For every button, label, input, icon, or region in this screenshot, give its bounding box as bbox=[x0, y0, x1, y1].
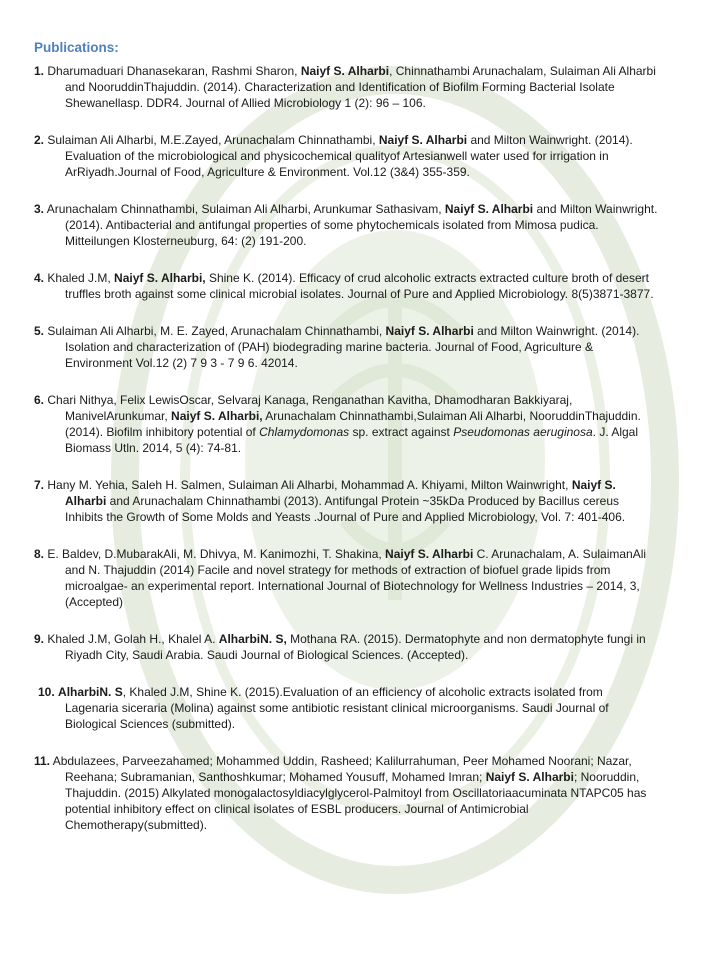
publication-number: 4. bbox=[34, 271, 45, 285]
publication-number: 5. bbox=[34, 324, 45, 338]
publication-number: 8. bbox=[34, 547, 45, 561]
highlighted-author: Naiyf S. Alharbi bbox=[65, 478, 616, 508]
publication-item-8: 8. E. Baldev, D.MubarakAli, M. Dhivya, M. Kanimozhi, T. Shakina, Naiyf S. Alharbi C. Arunachalam, A. SulaimanAli and N. Thajuddin (2014) Facile and novel strategy for methods of extraction of biofuel grade lipids from microalgae- an experimental report. International Journal of Biotechnology for Wellness Industries – 2014, 3, (Accepted) bbox=[34, 547, 647, 609]
highlighted-author: AlharbiN. S, bbox=[218, 632, 287, 646]
highlighted-author: Naiyf S. Alharbi bbox=[385, 324, 474, 338]
highlighted-author: Naiyf S. Alharbi bbox=[378, 133, 468, 147]
highlighted-author: Naiyf S. Alharbi, bbox=[171, 409, 263, 423]
publication-number: 6. bbox=[34, 393, 45, 407]
publication-number: 11. bbox=[34, 754, 51, 768]
publication-item-11: 11. Abdulazees, Parveezahamed; Mohammed Uddin, Rasheed; Kalilurrahuman, Peer Mohamed Noorani; Nazar, Reehana; Subramanian, Santhoshkumar; Mohamed Yousuff, Mohamed Imran; Naiyf S. Alharbi; Nooruddin, Thajuddin. (2015) Alkylated monogalactosyldiacylglycerol-Palmitoyl from Oscillatoriaacuminata NTAPC05 has potential inhibitory effect on clinical isolates of ESBL producers. Journal of Antimicrobial Chemotherapy(submitted). bbox=[34, 754, 647, 832]
publication-item-7: 7. Hany M. Yehia, Saleh H. Salmen, Sulaiman Ali Alharbi, Mohammad A. Khiyami, Milton Wainwright, Naiyf S. Alharbi and Arunachalam Chinnathambi (2013). Antifungal Protein ~35kDa Produced by Bacillus cereus Inhibits the Growth of Some Molds and Yeasts .Journal of Pure and Applied Microbiology, Vol. 7: 401-406. bbox=[34, 478, 626, 524]
publication-item-6: 6. Chari Nithya, Felix LewisOscar, Selvaraj Kanaga, Renganathan Kavitha, Dhamodharan Bakkiyaraj, ManivelArunkumar, Naiyf S. Alharbi, Arunachalam Chinnathambi,Sulaiman Ali Alharbi, NooruddinThajuddin. (2014). Biofilm inhibitory potential of Chlamydomonas sp. extract against Pseudomonas aeruginosa. J. Algal Biomass Utln. 2014, 5 (4): 74-81. bbox=[34, 393, 641, 455]
publication-item-10: 10. AlharbiN. S, Khaled J.M, Shine K. (2015).Evaluation of an efficiency of alcoholic extracts isolated from Lagenaria siceraria (Molina) against some antibiotic resistant clinical microorganisms. Saudi Journal of Biological Sciences (submitted). bbox=[38, 685, 609, 731]
publication-number: 2. bbox=[34, 133, 45, 147]
publication-number: 9. bbox=[34, 632, 45, 646]
species-name: Chlamydomonas bbox=[259, 425, 350, 439]
publication-item-1: 1. Dharumaduari Dhanasekaran, Rashmi Sharon, Naiyf S. Alharbi, Chinnathambi Arunachalam, Sulaiman Ali Alharbi and NooruddinThajuddin. (2014). Characterization and Identification of Biofilm Forming Bacterial Isolate Shewanellasp. DDR4. Journal of Allied Microbiology 1 (2): 96 – 106. bbox=[34, 64, 656, 110]
publication-item-5: 5. Sulaiman Ali Alharbi, M. E. Zayed, Arunachalam Chinnathambi, Naiyf S. Alharbi and Milton Wainwright. (2014). Isolation and characterization of (PAH) biodegrading marine bacteria. Journal of Food, Agriculture & Environment Vol.12 (2) 7 9 3 - 7 9 6. 42014. bbox=[34, 324, 640, 370]
highlighted-author: Naiyf S. Alharbi, bbox=[114, 271, 206, 285]
highlighted-author: Naiyf S. Alharbi bbox=[444, 202, 534, 216]
highlighted-author: Naiyf S. Alharbi bbox=[300, 64, 390, 78]
highlighted-author: Naiyf S. Alharbi bbox=[485, 770, 574, 784]
publication-number: 3. bbox=[34, 202, 45, 216]
highlighted-author: Naiyf S. Alharbi bbox=[385, 547, 474, 561]
publication-number: 10. bbox=[38, 685, 55, 699]
publication-number: 1. bbox=[34, 64, 45, 78]
species-name: Pseudomonas aeruginosa bbox=[453, 425, 593, 439]
publication-item-9: 9. Khaled J.M, Golah H., Khalel A. AlharbiN. S, Mothana RA. (2015). Dermatophyte and non dermatophyte fungi in Riyadh City, Saudi Arabia. Saudi Journal of Biological Sciences. (Accepted). bbox=[34, 632, 646, 662]
publication-number: 7. bbox=[34, 478, 45, 492]
publication-item-3: 3. Arunachalam Chinnathambi, Sulaiman Ali Alharbi, Arunkumar Sathasivam, Naiyf S. Alharbi and Milton Wainwright. (2014). Antibacterial and antifungal properties of some phytochemicals isolated from Mimosa pudica. Mitteilungen Klosterneuburg, 64: (2) 191-200. bbox=[34, 202, 658, 248]
publication-item-2: 2. Sulaiman Ali Alharbi, M.E.Zayed, Arunachalam Chinnathambi, Naiyf S. Alharbi and Milton Wainwright. (2014). Evaluation of the microbiological and physicochemical qualityof Artesianwell water used for irrigation in ArRiyadh.Journal of Food, Agriculture & Environment. Vol.12 (3&4) 355-359. bbox=[34, 133, 633, 179]
highlighted-author: AlharbiN. S bbox=[58, 685, 123, 699]
publications-heading: Publications: bbox=[34, 40, 119, 55]
publication-item-4: 4. Khaled J.M, Naiyf S. Alharbi, Shine K. (2014). Efficacy of crud alcoholic extracts extracted culture broth of desert truffles broth against some clinical microbial isolates. Journal of Pure and Applied Microbiology. 8(5)3871-3877. bbox=[34, 271, 654, 301]
